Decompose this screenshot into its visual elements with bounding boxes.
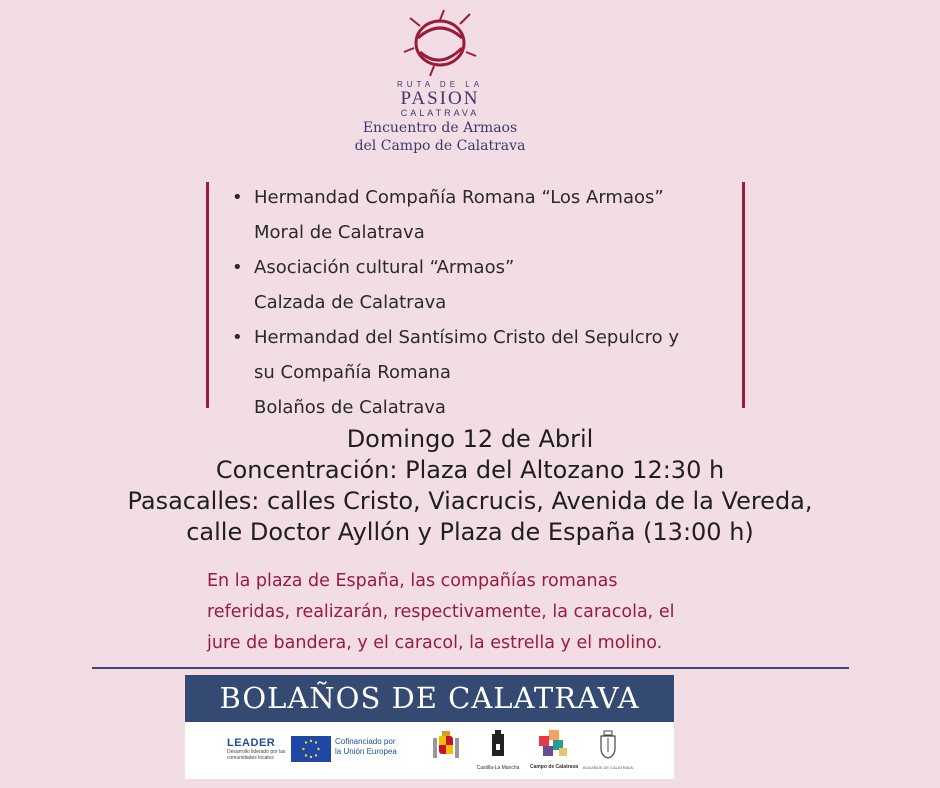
logo-pasion: PASION — [400, 88, 480, 109]
ruta-pasion-logo — [340, 8, 540, 153]
event-gathering: Concentración: Plaza del Altozano 12:30 h — [215, 456, 725, 484]
campo-label: Campo de Calatrava — [529, 764, 579, 770]
clm-label: Castilla-La Mancha — [476, 765, 520, 771]
group-name: • Hermandad Compañía Romana “Los Armaos” — [254, 187, 664, 208]
group-town: Bolaños de Calatrava — [254, 397, 446, 418]
event-route-1: Pasacalles: calles Cristo, Viacrucis, Avenida de la Vereda, — [127, 487, 813, 515]
event-route-2: calle Doctor Ayllón y Plaza de España (13:00 h) — [186, 518, 754, 546]
logo-calatrava: CALATRAVA — [400, 108, 480, 118]
logo-subtitle-1: Encuentro de Armaos — [362, 120, 518, 136]
event-date: Domingo 12 de Abril — [346, 425, 594, 453]
eu-text-line-2: la Unión Europea — [335, 747, 397, 756]
leader-logo — [227, 737, 287, 761]
leader-subtitle: Desarrollo liderado por las comunidades locales — [227, 749, 286, 761]
group-name: • Hermandad del Santísimo Cristo del Sepulcro y — [254, 327, 680, 348]
list-item — [232, 250, 732, 320]
castilla-la-mancha-logo — [473, 730, 523, 774]
group-town: Moral de Calatrava — [254, 222, 425, 243]
campo-de-calatrava-logo — [529, 728, 579, 774]
horizontal-divider — [92, 667, 849, 669]
groups-list — [232, 180, 732, 425]
bolanos-council-logo — [583, 730, 633, 774]
event-details — [90, 424, 850, 548]
spain-coat-of-arms-icon — [431, 730, 461, 764]
group-name: • Asociación cultural “Armaos” — [254, 257, 515, 278]
group-name-cont: su Compañía Romana — [254, 362, 451, 383]
leader-title: LEADER — [227, 737, 276, 749]
list-item — [232, 320, 732, 425]
note-line: referidas, realizarán, respectivamente, la caracola, el — [207, 602, 675, 622]
list-item — [232, 180, 732, 250]
crown-of-thorns-icon — [400, 8, 480, 78]
logo-subtitle-2: del Campo de Calatrava — [354, 138, 526, 154]
left-divider-line — [206, 182, 209, 408]
event-note — [207, 566, 767, 659]
eu-cofinanced-text — [335, 737, 415, 757]
eu-text-line-1: Cofinanciado por — [335, 737, 396, 746]
group-town: Calzada de Calatrava — [254, 292, 447, 313]
note-line: jure de bandera, y el caracol, la estrella y el molino. — [207, 633, 663, 653]
eu-flag-icon — [291, 736, 331, 762]
right-divider-line — [742, 182, 745, 408]
sponsor-logos-strip — [185, 722, 674, 779]
footer-title-band: BOLAÑOS DE CALATRAVA — [185, 675, 674, 722]
note-line: En la plaza de España, las compañías romanas — [207, 571, 618, 591]
logo-ruta: RUTA DE LA — [396, 80, 484, 89]
bolanos-label: BOLAÑOS DE CALATRAVA — [583, 765, 634, 770]
